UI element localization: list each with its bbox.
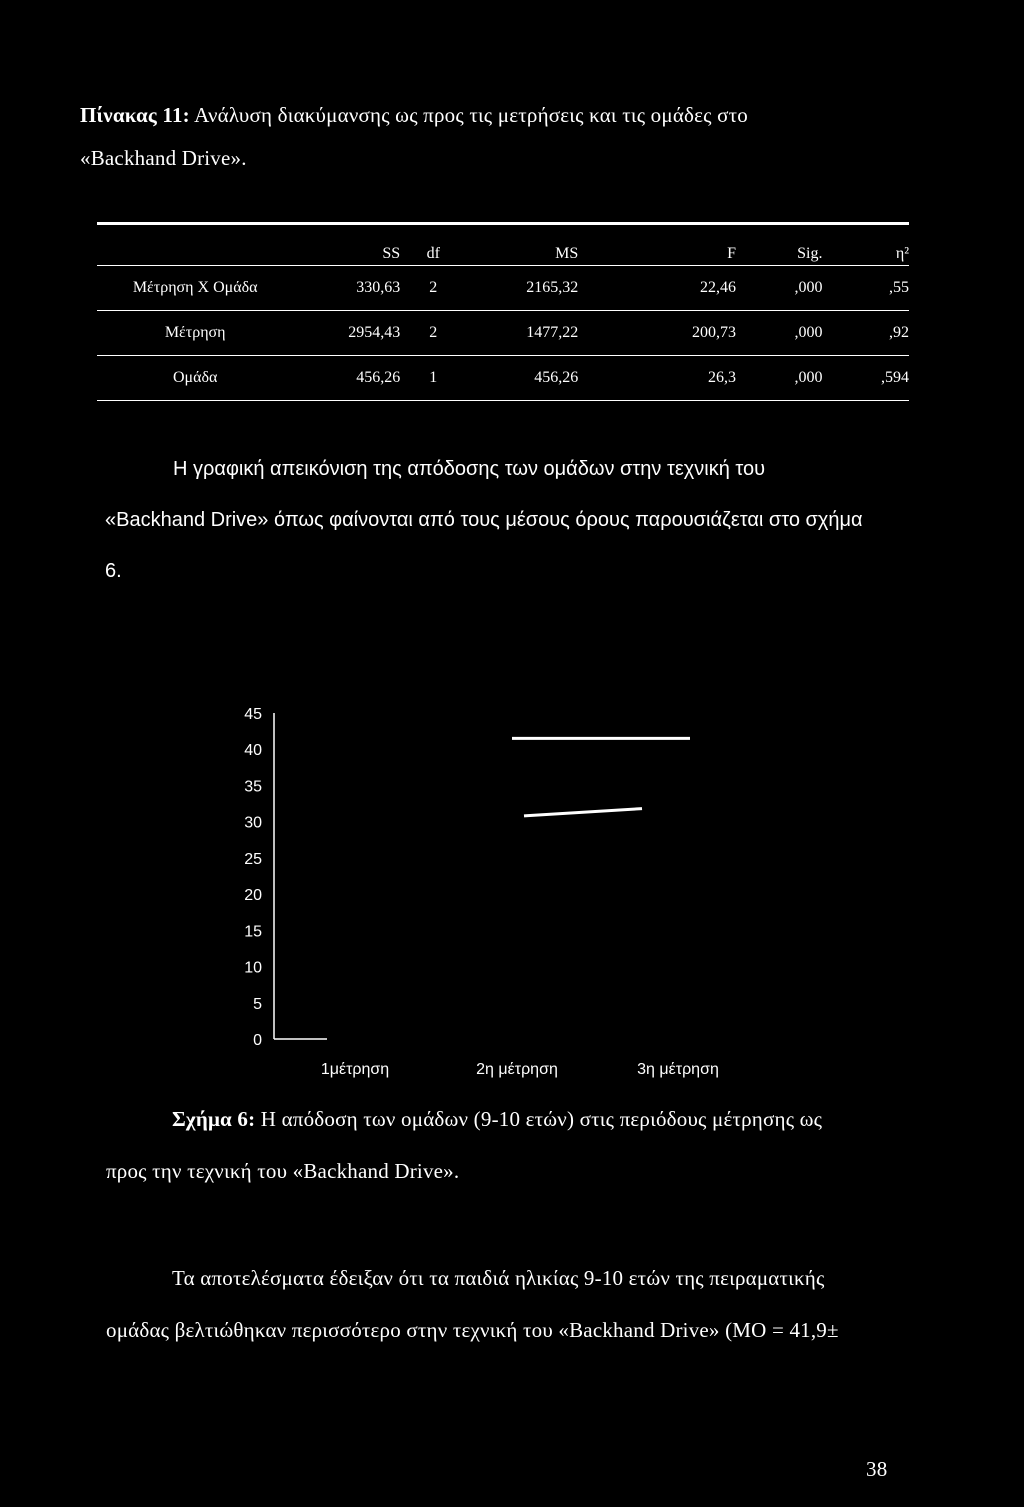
table-caption-line2: «Backhand Drive». — [80, 146, 247, 170]
x-tick-label: 3η μέτρηση — [637, 1061, 719, 1078]
y-tick-label: 25 — [244, 850, 262, 868]
x-tick-label: 2η μέτρηση — [476, 1061, 558, 1078]
table-cell: ,000 — [736, 266, 822, 311]
table-cell: 2 — [400, 266, 466, 311]
series-line — [524, 809, 642, 816]
paragraph1-line2: «Backhand Drive» όπως φαίνονται από τους μέσους όρους παρουσιάζεται στο σχήμα — [105, 509, 863, 531]
table-cell: 200,73 — [578, 311, 736, 356]
table-cell: 456,26 — [466, 356, 578, 401]
table-header-row — [97, 224, 909, 266]
table-header-cell: η² — [822, 224, 909, 266]
table-cell: ,92 — [822, 311, 909, 356]
y-tick-label: 15 — [244, 923, 262, 941]
paragraph2-line1: Τα αποτελέσματα έδειξαν ότι τα παιδιά ηλικίας 9-10 ετών της πειραματικής — [172, 1266, 825, 1290]
y-tick-label: 10 — [244, 959, 262, 977]
y-tick-label: 45 — [244, 706, 262, 723]
table-cell: Μέτρηση — [97, 311, 293, 356]
chart-series — [512, 738, 690, 816]
table-cell: 2 — [400, 311, 466, 356]
table-header-cell: Sig. — [736, 224, 822, 266]
y-tick-label: 30 — [244, 814, 262, 832]
x-axis-labels — [321, 1061, 719, 1078]
table-cell: 330,63 — [293, 266, 400, 311]
table-cell: ,000 — [736, 311, 822, 356]
y-tick-label: 0 — [253, 1032, 262, 1049]
table-cell: 22,46 — [578, 266, 736, 311]
table-cell: 26,3 — [578, 356, 736, 401]
x-tick-label: 1μέτρηση — [320, 1061, 390, 1078]
y-tick-label: 20 — [244, 887, 262, 905]
table-header-cell — [97, 224, 293, 266]
y-axis — [244, 706, 327, 1049]
page-number: 38 — [866, 1457, 888, 1481]
line-chart — [0, 690, 1024, 1090]
table-caption-line1 — [80, 103, 748, 128]
table-row — [97, 266, 909, 311]
figure-caption-line1 — [172, 1107, 822, 1132]
table-header-cell: df — [400, 224, 466, 266]
y-tick-label: 40 — [244, 742, 262, 760]
figure-caption-text: Η απόδοση των ομάδων (9-10 ετών) στις περιόδους μέτρησης ως — [260, 1107, 823, 1131]
y-tick-label: 35 — [244, 778, 262, 796]
y-tick-label: 5 — [253, 995, 262, 1013]
paragraph1-line1: Η γραφική απεικόνιση της απόδοσης των ομάδων στην τεχνική του — [173, 458, 766, 480]
table-cell: 2165,32 — [466, 266, 578, 311]
table-cell: Μέτρηση Χ Ομάδα — [97, 266, 293, 311]
anova-table — [97, 222, 909, 401]
table-caption-text: Ανάλυση διακύμανσης ως προς τις μετρήσεις και τις ομάδες στο — [194, 103, 748, 127]
table-cell: 456,26 — [293, 356, 400, 401]
table-cell: 1477,22 — [466, 311, 578, 356]
paragraph2-line2: ομάδας βελτιώθηκαν περισσότερο στην τεχνική του «Backhand Drive» (ΜΟ = 41,9± — [106, 1318, 839, 1342]
table-header-cell: F — [578, 224, 736, 266]
table-header-cell: SS — [293, 224, 400, 266]
table-cell: Ομάδα — [97, 356, 293, 401]
paragraph1-line3: 6. — [105, 560, 122, 582]
table-cell: 1 — [400, 356, 466, 401]
table-caption-label: Πίνακας 11: — [80, 103, 190, 127]
table-cell: ,000 — [736, 356, 822, 401]
figure-caption-label: Σχήμα 6: — [172, 1107, 256, 1131]
table-row — [97, 311, 909, 356]
table-cell: ,594 — [822, 356, 909, 401]
figure-caption-line2: προς την τεχνική του «Backhand Drive». — [106, 1159, 460, 1183]
table-row — [97, 356, 909, 401]
table-cell: ,55 — [822, 266, 909, 311]
table-header-cell: MS — [466, 224, 578, 266]
table-cell: 2954,43 — [293, 311, 400, 356]
